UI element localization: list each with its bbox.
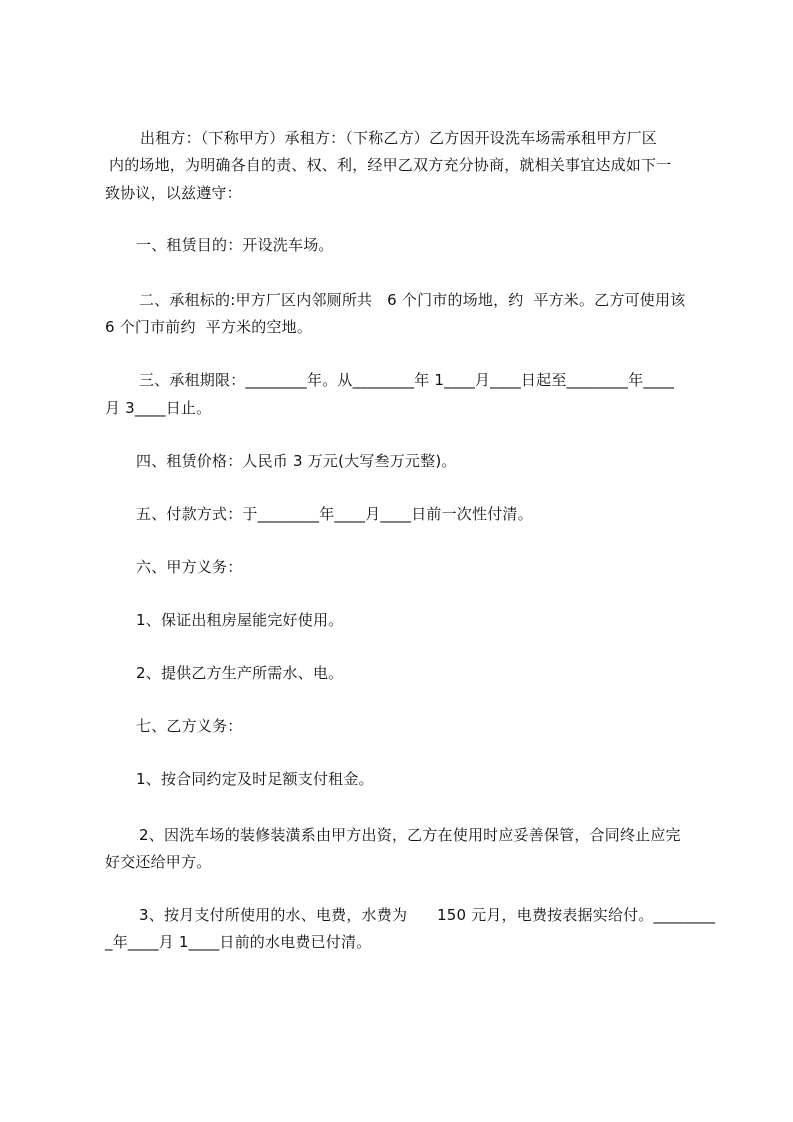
- clause-7-item-2-line-1: 2、因洗车场的装修装潢系由甲方出资，乙方在使用时应妥善保管，合同终止应完: [139, 826, 681, 844]
- intro-line-1: 出租方：（下称甲方）承租方：（下称乙方）乙方因开设洗车场需承租甲方厂区: [140, 129, 658, 147]
- clause-7-item-3-line-2: _年____月 1____日前的水电费已付清。: [105, 933, 372, 951]
- intro-line-3: 致协议，以兹遵守：: [105, 184, 242, 202]
- intro-line-2: 内的场地，为明确各自的责、权、利，经甲乙双方充分协商，就相关事宜达成如下一: [109, 156, 672, 174]
- clause-7-item-3-line-1: 3、按月支付所使用的水、电费，水费为 150 元月，电费按表据实给付。________: [139, 906, 716, 924]
- clause-3-line-1: 三、承租期限：________年。从________年 1____月____日起至________年____: [139, 371, 675, 389]
- clause-7-item-2-line-2: 好交还给甲方。: [105, 853, 212, 871]
- clause-3-line-2: 月 3____日止。: [105, 399, 212, 417]
- clause-1: 一、租赁目的：开设洗车场。: [136, 236, 334, 254]
- clause-6-item-1: 1、保证出租房屋能完好使用。: [136, 611, 344, 629]
- clause-6-heading: 六、甲方义务：: [136, 558, 243, 576]
- clause-7-heading: 七、乙方义务：: [136, 717, 243, 735]
- clause-7-item-1: 1、按合同约定及时足额支付租金。: [136, 770, 374, 788]
- clause-2-line-2: 6 个门市前约 平方米的空地。: [105, 318, 313, 336]
- clause-2-line-1: 二、承租标的:甲方厂区内邻厕所共 6 个门市的场地，约 平方米。乙方可使用该: [139, 291, 686, 309]
- clause-6-item-2: 2、提供乙方生产所需水、电。: [136, 664, 344, 682]
- clause-5: 五、付款方式：于________年____月____日前一次性付清。: [136, 505, 533, 523]
- clause-4: 四、租赁价格：人民币 3 万元(大写叁万元整)。: [136, 452, 457, 470]
